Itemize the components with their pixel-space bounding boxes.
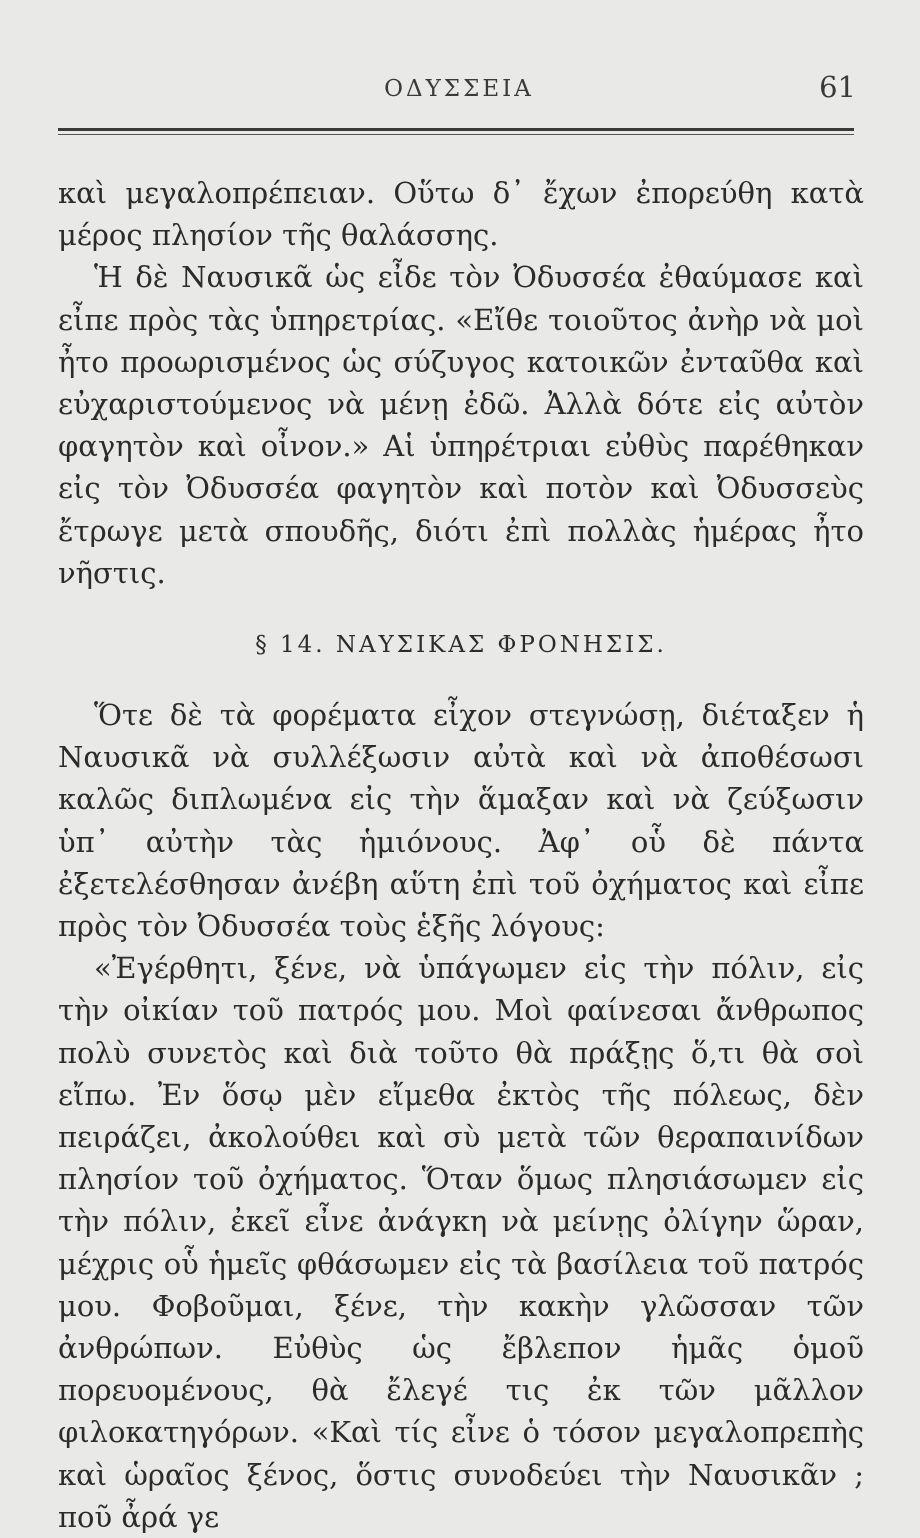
- paragraph-2: Ἡ δὲ Ναυσικᾶ ὡς εἶδε τὸν Ὀδυσσέα ἐθαύμασε καὶ εἶπε πρὸς τὰς ὑπηρετρίας. «Εἴθε τοιοῦτος ἀνὴρ νὰ μοὶ ἦτο προωρισμένος ὡς σύζυγος κατοικῶν ἐνταῦθα καὶ εὐχαριστούμενος νὰ μένῃ ἐδῶ. Ἀλλὰ δότε εἰς αὐτὸν φαγητὸν καὶ οἶνον.» Αἱ ὑπηρέτριαι εὐθὺς παρέθηκαν εἰς τὸν Ὀδυσσέα φαγητὸν καὶ ποτὸν καὶ Ὀδυσσεὺς ἔτρωγε μετὰ σπουδῆς, διότι ἐπὶ πολλὰς ἡμέρας ἦτο νῆστις.: [58, 260, 864, 590]
- page-number: 61: [819, 70, 856, 104]
- header-rule-thin: [58, 134, 854, 135]
- paragraph-1: καὶ μεγαλοπρέπειαν. Οὕτω δ᾽ ἔχων ἐπορεύθη κατὰ μέρος πλησίον τῆς θαλάσσης.: [58, 176, 864, 253]
- body-text: [58, 172, 864, 1538]
- paragraph-3: Ὅτε δὲ τὰ φορέματα εἶχον στεγνώσῃ, διέταξεν ἡ Ναυσικᾶ νὰ συλλέξωσιν αὐτὰ καὶ νὰ ἀποθέσωσι καλῶς διπλωμένα εἰς τὴν ἅμαξαν καὶ νὰ ζεύξωσιν ὑπ᾽ αὐτὴν τὰς ἡμιόνους. Ἀφ᾽ οὗ δὲ πάντα ἐξετελέσθησαν ἀνέβη αὕτη ἐπὶ τοῦ ὀχήματος καὶ εἶπε πρὸς τὸν Ὀδυσσέα τοὺς ἑξῆς λόγους:: [58, 698, 864, 944]
- paragraph-4: «Ἐγέρθητι, ξένε, νὰ ὑπάγωμεν εἰς τὴν πόλιν, εἰς τὴν οἰκίαν τοῦ πατρός μου. Μοὶ φαίνεσαι ἄνθρωπος πολὺ συνετὸς καὶ διὰ τοῦτο θὰ πράξῃς ὅ,τι θὰ σοὶ εἴπω. Ἐν ὅσῳ μὲν εἴμεθα ἐκτὸς τῆς πόλεως, δὲν πειράζει, ἀκολούθει καὶ σὺ μετὰ τῶν θεραπαινίδων πλησίον τοῦ ὀχήματος. Ὅταν ὅμως πλησιάσωμεν εἰς τὴν πόλιν, ἐκεῖ εἶνε ἀνάγκη νὰ μείνῃς ὀλίγην ὥραν, μέχρις οὗ ἡμεῖς φθάσωμεν εἰς τὰ βασίλεια τοῦ πατρός μου. Φοβοῦμαι, ξένε, τὴν κακὴν γλῶσσαν τῶν ἀνθρώπων. Εὐθὺς ὡς ἔβλεπον ἡμᾶς ὁμοῦ πορευομένους, θὰ ἔλεγέ τις ἐκ τῶν μᾶλλον φιλοκατηγόρων. «Καὶ τίς εἶνε ὁ τόσον μεγαλοπρεπὴς καὶ ὡραῖος ξένος, ὅστις συνοδεύει τὴν Ναυσικᾶν ; ποῦ ἆρά γε: [58, 951, 864, 1534]
- header-rule: [58, 128, 854, 131]
- page-header: [58, 70, 860, 110]
- section-heading: § 14. ΝΑΥΣΙΚΑΣ ΦΡΟΝΗΣΙΣ.: [255, 632, 667, 659]
- running-title: ΟΔΥΣΣΕΙΑ: [384, 76, 534, 102]
